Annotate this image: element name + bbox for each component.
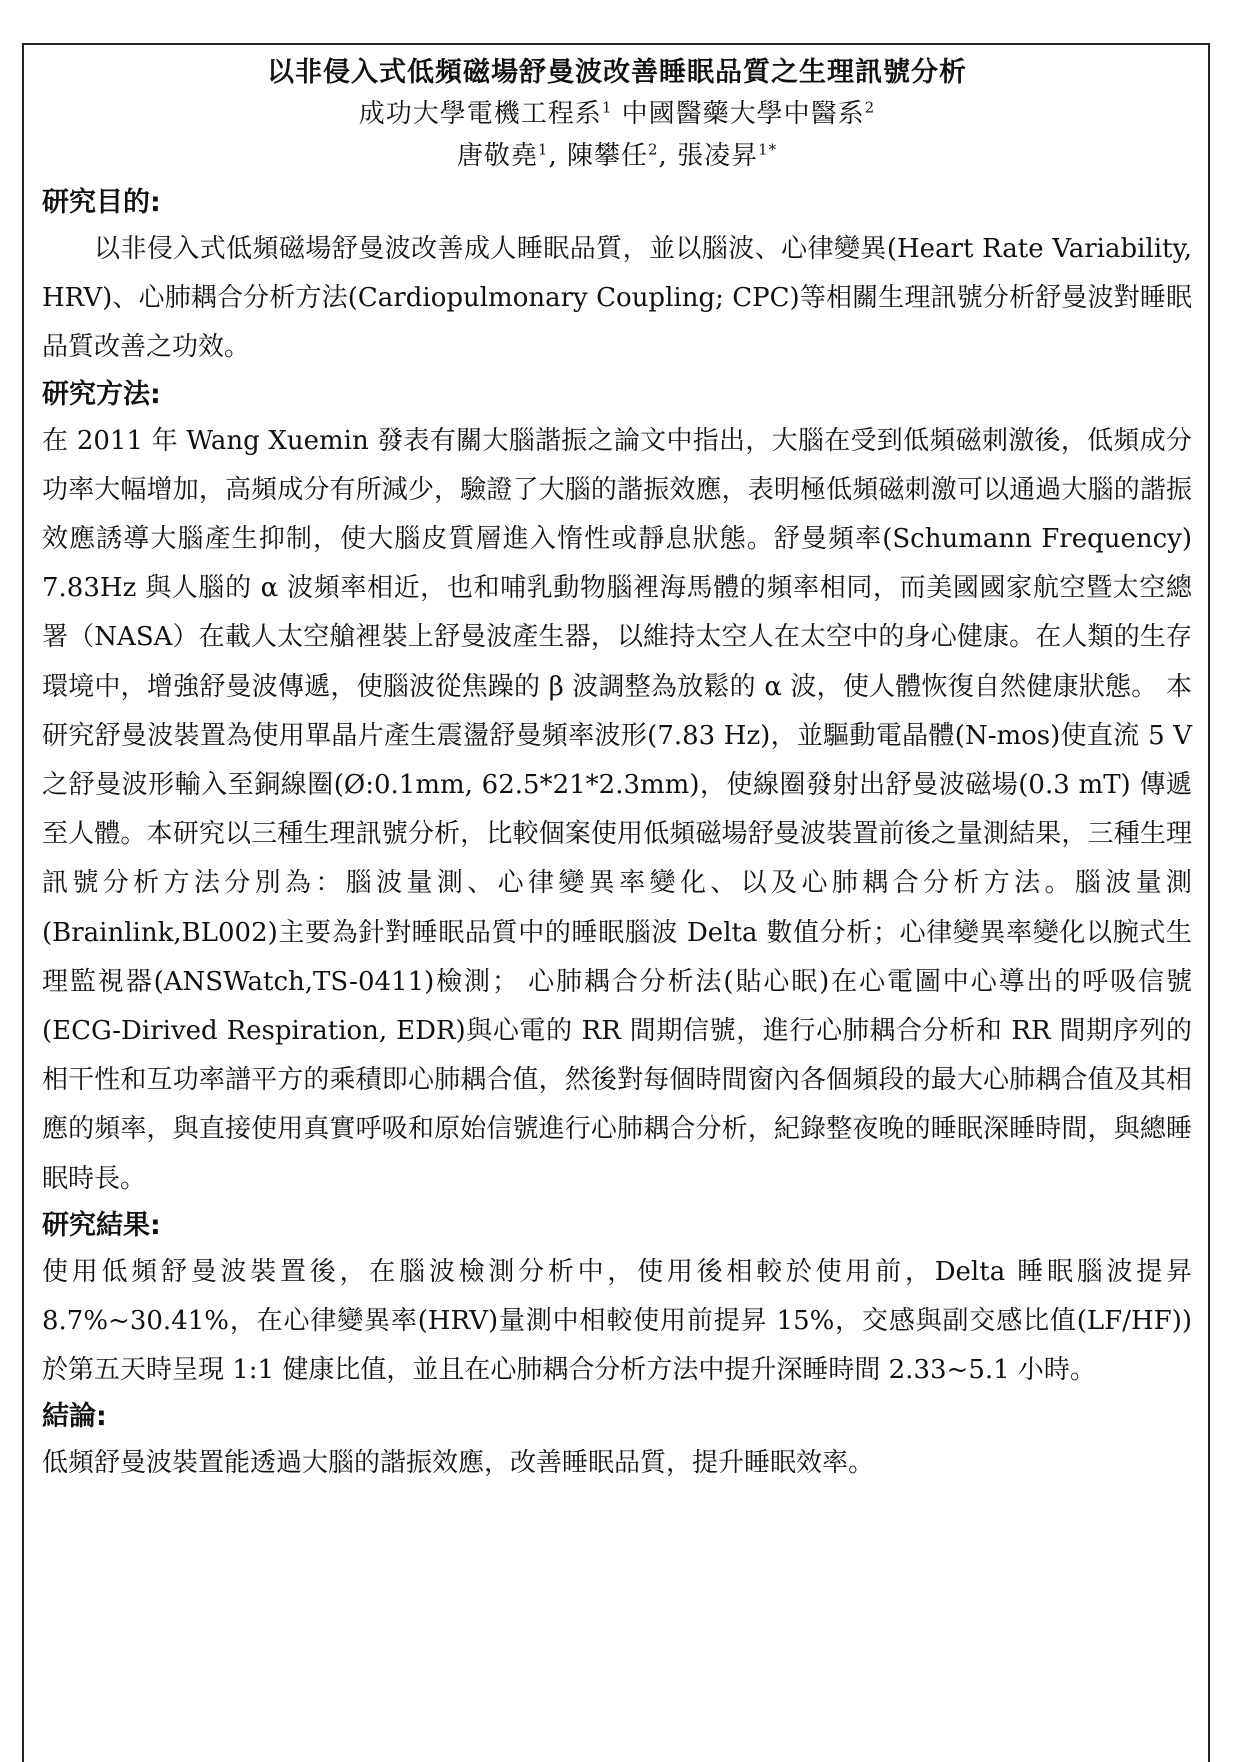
affiliation-2-mark: 2 [864,98,876,117]
methods-body: 在 2011 年 Wang Xuemin 發表有關大腦諧振之論文中指出，大腦在受到低頻磁刺激後，低頻成分功率大幅增加，高頻成分有所減少，驗證了大腦的諧振效應，表明極低頻磁刺激可以通過大腦的諧振效應誘導大腦產生抑制，使大腦皮質層進入惰性或靜息狀態。舒曼頻率(Schumann Frequency) 7.83Hz 與人腦的 α 波頻率相近，也和哺乳動物腦裡海馬體的頻率相同，而美國國家航空暨太空總署（NASA）在載人太空艙裡裝上舒曼波產生器，以維持太空人在太空中的身心健康。在人類的生存環境中，增強舒曼波傳遞，使腦波從焦躁的 β 波調整為放鬆的 α 波，使人體恢復自然健康狀態。 本研究舒曼波裝置為使用單晶片產生震盪舒曼頻率波形(7.83 Hz)，並驅動電晶體(N-mos)使直流 5 V 之舒曼波形輸入至銅線圈(Ø:0.1mm, 62.5*21*2.3mm)，使線圈發射出舒曼波磁場(0.3 mT) 傳遞至人體。本研究以三種生理訊號分析，比較個案使用低頻磁場舒曼波裝置前後之量測結果，三種生理訊號分析方法分別為：腦波量測、心律變異率變化、以及心肺耦合分析方法。腦波量測 (Brainlink,BL002)主要為針對睡眠品質中的睡眠腦波 Delta 數值分析；心律變異率變化以腕式生理監視器(ANSWatch,TS-0411)檢測； 心肺耦合分析法(貼心眠)在心電圖中心導出的呼吸信號(ECG-Dirived Respiration, EDR)與心電的 RR 間期信號，進行心肺耦合分析和 RR 間期序列的相干性和互功率譜平方的乘積即心肺耦合值，然後對每個時間窗內各個頻段的最大心肺耦合值及其相應的頻率，與直接使用真實呼吸和原始信號進行心肺耦合分析，紀錄整夜晚的睡眠深睡時間，與總睡眠時長。 [42,425,1192,1194]
author-3: 張凌昇 [677,141,759,171]
abstract-frame [22,43,1210,1762]
author-1-mark: 1 [537,140,549,159]
author-2: 陳攀任 [566,141,648,171]
results-heading: 研究結果: [42,1209,161,1241]
affiliations [42,93,1192,135]
abstract-content [42,53,1192,1489]
affiliation-1: 成功大學電機工程系 [358,99,602,129]
purpose-heading: 研究目的: [42,187,161,218]
affiliation-2: 中國醫藥大學中醫系 [621,99,865,129]
author-3-mark: 1* [758,140,778,159]
affiliation-1-mark: 1 [601,98,613,117]
conclusion-heading: 結論: [42,1401,107,1433]
author-separator-1: , [548,141,567,171]
author-list [42,135,1192,177]
purpose-body: 以非侵入式低頻磁場舒曼波改善成人睡眠品質，並以腦波、心律變異(Heart Rate Variability, HRV)、心肺耦合分析方法(Cardiopulmonary Coupling; CPC)等相關生理訊號分析舒曼波對睡眠品質改善之功效。 [42,234,1192,363]
paper-title: 以非侵入式低頻磁場舒曼波改善睡眠品質之生理訊號分析 [267,57,967,88]
conclusion-body: 低頻舒曼波裝置能透過大腦的諧振效應，改善睡眠品質，提升睡眠效率。 [42,1448,875,1479]
author-separator-2: , [658,141,678,171]
results-body: 使用低頻舒曼波裝置後，在腦波檢測分析中，使用後相較於使用前，Delta 睡眠腦波提昇 8.7%~30.41%，在心律變異率(HRV)量測中相較使用前提昇 15%，交感與副交感比值(LF/HF))於第五天時呈現 1:1 健康比值，並且在心肺耦合分析方法中提升深睡時間 2.33~5.1 小時。 [42,1256,1192,1386]
author-2-mark: 2 [647,140,659,159]
methods-heading: 研究方法: [42,378,161,410]
author-1: 唐敬堯 [456,141,538,171]
